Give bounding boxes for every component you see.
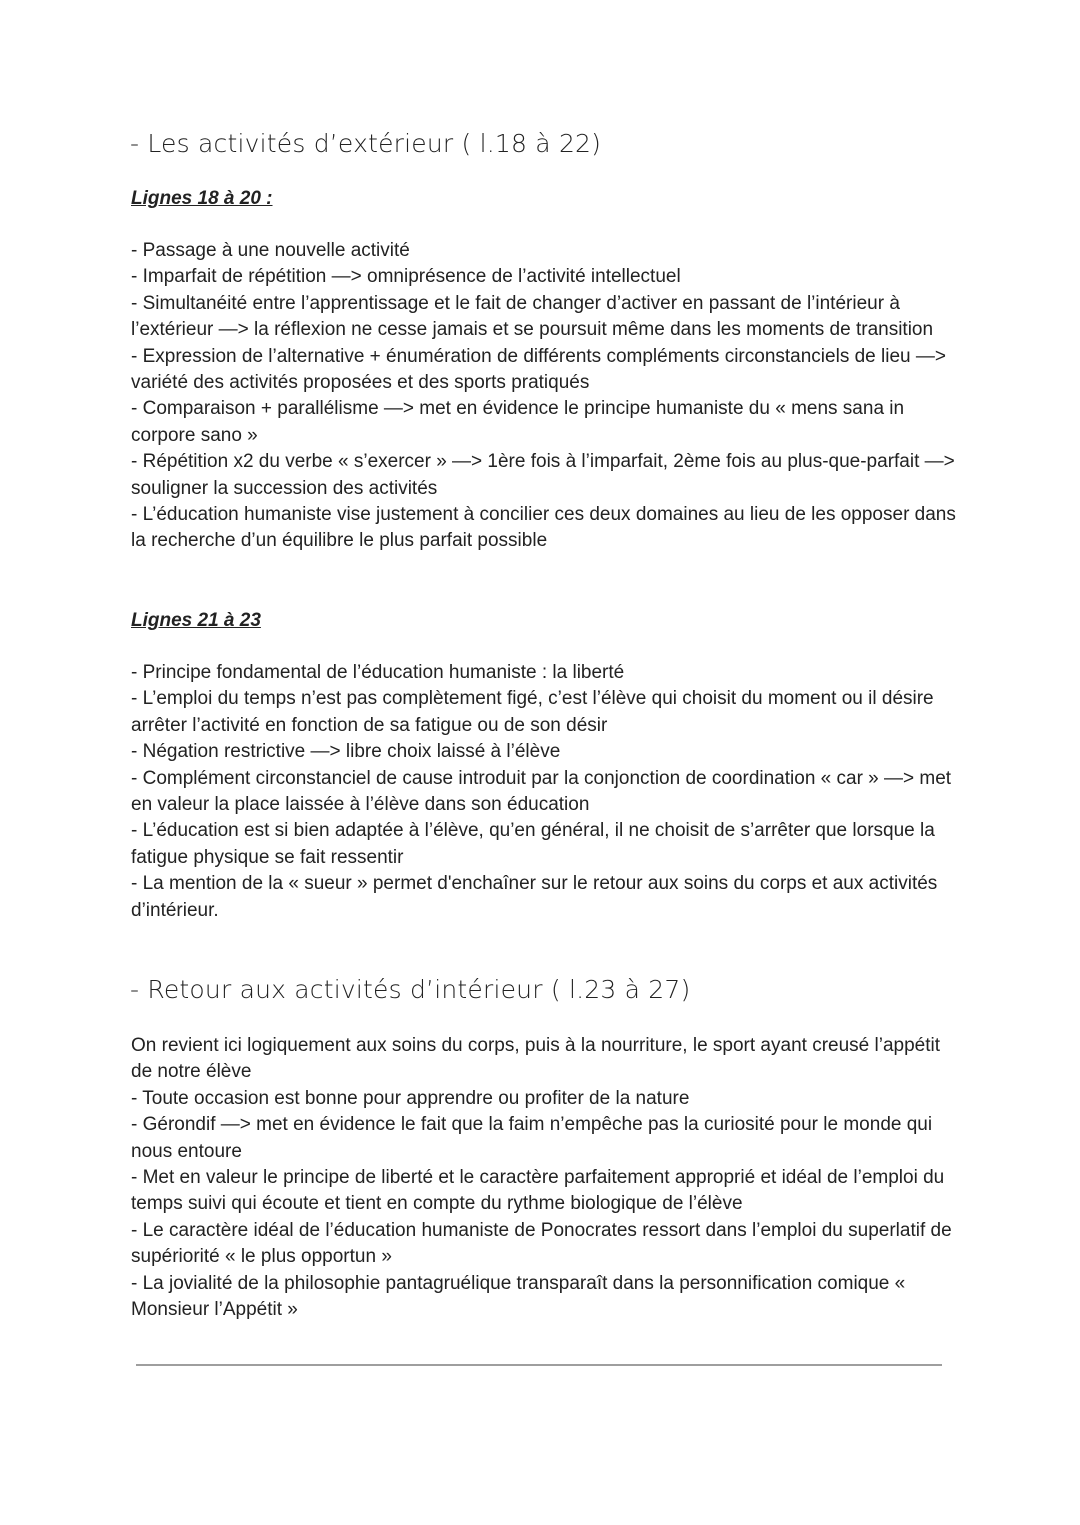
list-item: - Passage à une nouvelle activité: [131, 240, 410, 261]
list-item: - Négation restrictive —> libre choix laissé à l’élève: [131, 741, 561, 763]
notes-list-lines-18-20: [131, 238, 961, 555]
list-item: - Imparfait de répétition —> omniprésence de l’activité intellectuel: [131, 266, 681, 288]
list-item: - L’éducation humaniste vise justement à concilier ces deux domaines au lieu de les opposer dans la recherche d’un équilibre le plus parfait possible: [131, 504, 956, 552]
subheading-lines-21-23: Lignes 21 à 23: [131, 610, 261, 631]
list-item: - Complément circonstanciel de cause introduit par la conjonction de coordination « car » —> met en valeur la place laissée à l’élève dans son éducation: [131, 767, 952, 816]
list-item: - Toute occasion est bonne pour apprendre ou profiter de la nature: [131, 1087, 690, 1109]
list-item: - L’emploi du temps n’est pas complètement figé, c’est l’élève qui choisit du moment ou il désire arrêter l’activité en fonction de sa fatigue ou de son désir: [131, 688, 934, 736]
horizontal-divider: [136, 1364, 942, 1366]
list-item: - Expression de l’alternative + énumération de différents compléments circonstanciels de lieu —> variété des activités proposées et des sports pratiqués: [131, 345, 946, 394]
section-heading-outdoor-activities: - Les activités d’extérieur ( l.18 à 22): [130, 129, 602, 158]
list-item: - Comparaison + parallélisme —> met en évidence le principe humaniste du « mens sana in corpore sano »: [131, 398, 905, 446]
list-item: On revient ici logiquement aux soins du corps, puis à la nourriture, le sport ayant creusé l’appétit de notre élève: [131, 1035, 940, 1083]
notes-list-lines-21-23: [131, 660, 961, 924]
list-item: - L’éducation est si bien adaptée à l’élève, qu’en général, il ne choisit de s’arrêter que lorsque la fatigue physique se fait ressentir: [131, 820, 935, 868]
list-item: - Gérondif —> met en évidence le fait que la faim n’empêche pas la curiosité pour le monde qui nous entoure: [131, 1114, 933, 1162]
list-item: - Met en valeur le principe de liberté et le caractère parfaitement approprié et idéal de l’emploi du temps suivi qui écoute et tient en compte du rythme biologique de l’élève: [131, 1167, 945, 1215]
notes-list-lines-23-27: [131, 1033, 961, 1323]
list-item: - La jovialité de la philosophie pantagruélique transparaît dans la personnification comique « Monsieur l’Appétit »: [131, 1272, 906, 1321]
section-heading-indoor-activities: - Retour aux activités d’intérieur ( l.23 à 27): [130, 975, 691, 1004]
list-item: - Principe fondamental de l’éducation humaniste : la liberté: [131, 662, 625, 683]
list-item: - Simultanéité entre l’apprentissage et le fait de changer d’activer en passant de l’intérieur à l’extérieur —> la réflexion ne cesse jamais et se poursuit même dans les moments de transition: [131, 292, 934, 341]
list-item: - Le caractère idéal de l’éducation humaniste de Ponocrates ressort dans l’emploi du superlatif de supériorité « le plus opportun »: [131, 1219, 952, 1268]
list-item: - La mention de la « sueur » permet d'enchaîner sur le retour aux soins du corps et aux activités d’intérieur.: [131, 873, 938, 921]
subheading-lines-18-20: Lignes 18 à 20 :: [131, 188, 273, 209]
list-item: - Répétition x2 du verbe « s’exercer » —> 1ère fois à l’imparfait, 2ème fois au plus-que-parfait —> souligner la succession des activités: [131, 451, 955, 499]
